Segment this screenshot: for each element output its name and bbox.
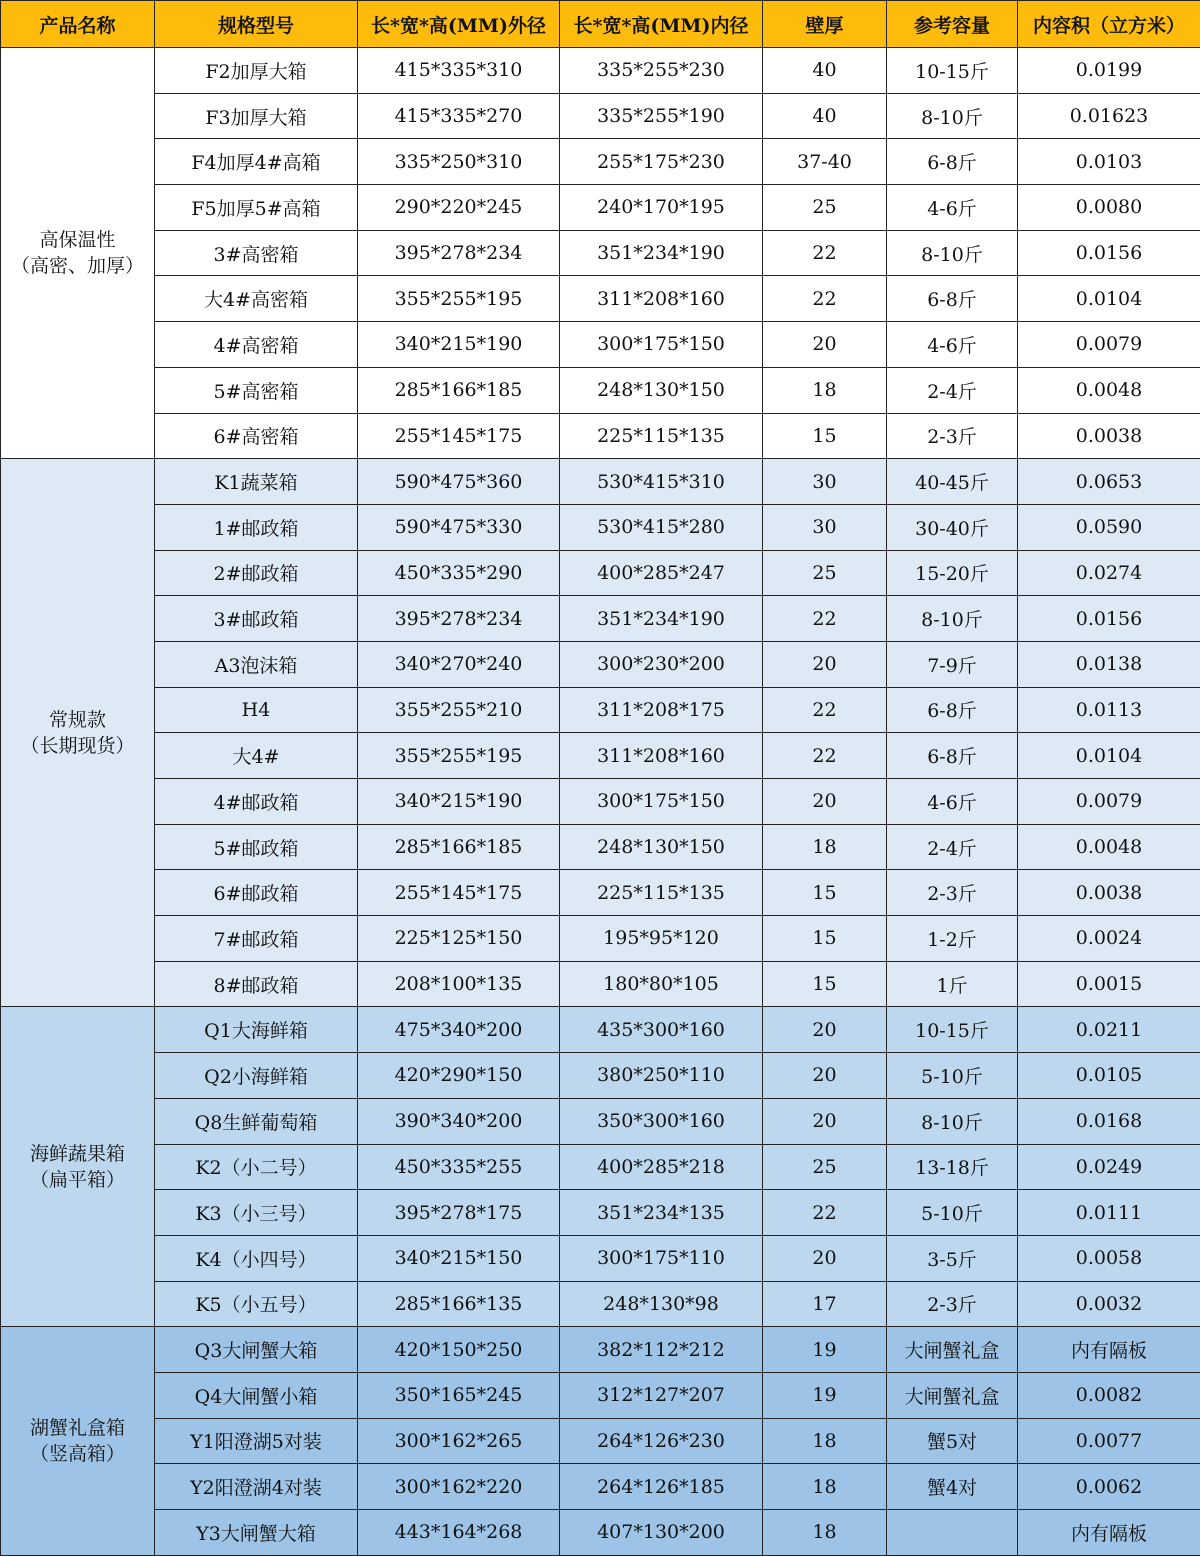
group-name-cell xyxy=(1,1327,155,1555)
group-name-line1: 湖蟹礼盒箱 xyxy=(29,1416,125,1439)
capacity-cell: 2-3斤 xyxy=(887,870,1018,916)
table-row xyxy=(1,641,1200,687)
capacity-cell: 2-3斤 xyxy=(887,1281,1018,1327)
inner-size-cell: 225*115*135 xyxy=(560,413,763,459)
capacity-cell: 蟹5对 xyxy=(887,1418,1018,1464)
volume-cell: 0.0274 xyxy=(1018,550,1200,596)
wall-thickness-cell: 20 xyxy=(763,322,887,368)
table-row xyxy=(1,961,1200,1007)
outer-size-cell: 350*165*245 xyxy=(358,1372,560,1418)
group-name-line1: 海鲜蔬果箱 xyxy=(29,1142,125,1165)
table-row xyxy=(1,1281,1200,1327)
volume-cell: 0.0079 xyxy=(1018,779,1200,825)
model-cell: 4#高密箱 xyxy=(155,322,358,368)
inner-size-cell: 311*208*160 xyxy=(560,733,763,779)
model-cell: Y2阳澄湖4对装 xyxy=(155,1464,358,1510)
wall-thickness-cell: 20 xyxy=(763,1007,887,1053)
model-cell: 2#邮政箱 xyxy=(155,550,358,596)
model-cell: A3泡沫箱 xyxy=(155,641,358,687)
wall-thickness-cell: 40 xyxy=(763,93,887,139)
wall-thickness-cell: 20 xyxy=(763,1098,887,1144)
volume-cell: 0.01623 xyxy=(1018,93,1200,139)
table-row xyxy=(1,322,1200,368)
inner-size-cell: 530*415*280 xyxy=(560,504,763,550)
table-row xyxy=(1,459,1200,505)
outer-size-cell: 395*278*234 xyxy=(358,230,560,276)
outer-size-cell: 450*335*255 xyxy=(358,1144,560,1190)
inner-size-cell: 407*130*200 xyxy=(560,1510,763,1556)
capacity-cell: 6-8斤 xyxy=(887,139,1018,185)
volume-cell: 0.0104 xyxy=(1018,733,1200,779)
table-row xyxy=(1,93,1200,139)
wall-thickness-cell: 15 xyxy=(763,870,887,916)
wall-thickness-cell: 18 xyxy=(763,367,887,413)
model-cell: 5#高密箱 xyxy=(155,367,358,413)
inner-size-cell: 351*234*190 xyxy=(560,230,763,276)
inner-size-cell: 248*130*150 xyxy=(560,824,763,870)
table-row xyxy=(1,1327,1200,1373)
capacity-cell: 大闸蟹礼盒 xyxy=(887,1327,1018,1373)
model-cell: 6#高密箱 xyxy=(155,413,358,459)
wall-thickness-cell: 25 xyxy=(763,185,887,231)
outer-size-cell: 340*215*190 xyxy=(358,779,560,825)
wall-thickness-cell: 20 xyxy=(763,641,887,687)
table-row xyxy=(1,1144,1200,1190)
group-name-line2: （长期现货） xyxy=(20,734,135,757)
capacity-cell: 3-5斤 xyxy=(887,1235,1018,1281)
wall-thickness-cell: 30 xyxy=(763,504,887,550)
volume-cell: 内有隔板 xyxy=(1018,1510,1200,1556)
outer-size-cell: 300*162*265 xyxy=(358,1418,560,1464)
volume-cell: 0.0038 xyxy=(1018,413,1200,459)
wall-thickness-cell: 19 xyxy=(763,1327,887,1373)
table-row xyxy=(1,596,1200,642)
volume-cell: 0.0077 xyxy=(1018,1418,1200,1464)
wall-thickness-cell: 18 xyxy=(763,1418,887,1464)
outer-size-cell: 355*255*195 xyxy=(358,276,560,322)
outer-size-cell: 255*145*175 xyxy=(358,413,560,459)
header-model: 规格型号 xyxy=(155,1,358,48)
table-row xyxy=(1,1007,1200,1053)
volume-cell: 0.0168 xyxy=(1018,1098,1200,1144)
group-name-cell xyxy=(1,1007,155,1327)
capacity-cell: 8-10斤 xyxy=(887,596,1018,642)
inner-size-cell: 400*285*218 xyxy=(560,1144,763,1190)
inner-size-cell: 300*175*150 xyxy=(560,322,763,368)
inner-size-cell: 351*234*135 xyxy=(560,1190,763,1236)
group-name-line1: 常规款 xyxy=(48,708,106,731)
inner-size-cell: 264*126*230 xyxy=(560,1418,763,1464)
wall-thickness-cell: 30 xyxy=(763,459,887,505)
volume-cell: 0.0104 xyxy=(1018,276,1200,322)
wall-thickness-cell: 22 xyxy=(763,1190,887,1236)
header-volume: 内容积（立方米） xyxy=(1018,1,1200,48)
capacity-cell: 15-20斤 xyxy=(887,550,1018,596)
inner-size-cell: 350*300*160 xyxy=(560,1098,763,1144)
outer-size-cell: 340*215*190 xyxy=(358,322,560,368)
capacity-cell: 4-6斤 xyxy=(887,779,1018,825)
inner-size-cell: 240*170*195 xyxy=(560,185,763,231)
volume-cell: 0.0138 xyxy=(1018,641,1200,687)
inner-size-cell: 380*250*110 xyxy=(560,1053,763,1099)
wall-thickness-cell: 22 xyxy=(763,733,887,779)
capacity-cell: 2-4斤 xyxy=(887,824,1018,870)
model-cell: Q4大闸蟹小箱 xyxy=(155,1372,358,1418)
volume-cell: 内有隔板 xyxy=(1018,1327,1200,1373)
volume-cell: 0.0653 xyxy=(1018,459,1200,505)
header-row xyxy=(1,1,1200,48)
model-cell: Q3大闸蟹大箱 xyxy=(155,1327,358,1373)
table-row xyxy=(1,230,1200,276)
outer-size-cell: 355*255*210 xyxy=(358,687,560,733)
outer-size-cell: 208*100*135 xyxy=(358,961,560,1007)
volume-cell: 0.0103 xyxy=(1018,139,1200,185)
model-cell: F2加厚大箱 xyxy=(155,48,358,94)
outer-size-cell: 290*220*245 xyxy=(358,185,560,231)
volume-cell: 0.0111 xyxy=(1018,1190,1200,1236)
wall-thickness-cell: 19 xyxy=(763,1372,887,1418)
wall-thickness-cell: 25 xyxy=(763,1144,887,1190)
model-cell: 7#邮政箱 xyxy=(155,916,358,962)
capacity-cell: 8-10斤 xyxy=(887,93,1018,139)
wall-thickness-cell: 22 xyxy=(763,276,887,322)
volume-cell: 0.0015 xyxy=(1018,961,1200,1007)
model-cell: K3（小三号） xyxy=(155,1190,358,1236)
table-row xyxy=(1,1418,1200,1464)
wall-thickness-cell: 18 xyxy=(763,824,887,870)
header-inner-size: 长*宽*高(MM)内径 xyxy=(560,1,763,48)
outer-size-cell: 335*250*310 xyxy=(358,139,560,185)
table-row xyxy=(1,185,1200,231)
outer-size-cell: 390*340*200 xyxy=(358,1098,560,1144)
volume-cell: 0.0105 xyxy=(1018,1053,1200,1099)
model-cell: Q2小海鲜箱 xyxy=(155,1053,358,1099)
capacity-cell: 8-10斤 xyxy=(887,230,1018,276)
table-row xyxy=(1,550,1200,596)
table-row xyxy=(1,1510,1200,1556)
inner-size-cell: 264*126*185 xyxy=(560,1464,763,1510)
group-name-line2: （竖高箱） xyxy=(29,1442,125,1465)
wall-thickness-cell: 15 xyxy=(763,916,887,962)
wall-thickness-cell: 25 xyxy=(763,550,887,596)
outer-size-cell: 415*335*270 xyxy=(358,93,560,139)
inner-size-cell: 311*208*160 xyxy=(560,276,763,322)
inner-size-cell: 300*175*110 xyxy=(560,1235,763,1281)
inner-size-cell: 225*115*135 xyxy=(560,870,763,916)
volume-cell: 0.0038 xyxy=(1018,870,1200,916)
inner-size-cell: 195*95*120 xyxy=(560,916,763,962)
inner-size-cell: 435*300*160 xyxy=(560,1007,763,1053)
inner-size-cell: 382*112*212 xyxy=(560,1327,763,1373)
outer-size-cell: 285*166*185 xyxy=(358,824,560,870)
model-cell: K2（小二号） xyxy=(155,1144,358,1190)
header-outer-size: 长*宽*高(MM)外径 xyxy=(358,1,560,48)
capacity-cell: 30-40斤 xyxy=(887,504,1018,550)
capacity-cell: 5-10斤 xyxy=(887,1053,1018,1099)
outer-size-cell: 285*166*185 xyxy=(358,367,560,413)
table-row xyxy=(1,1235,1200,1281)
outer-size-cell: 340*215*150 xyxy=(358,1235,560,1281)
model-cell: 8#邮政箱 xyxy=(155,961,358,1007)
volume-cell: 0.0048 xyxy=(1018,367,1200,413)
group-name-cell xyxy=(1,459,155,1007)
inner-size-cell: 180*80*105 xyxy=(560,961,763,1007)
capacity-cell: 蟹4对 xyxy=(887,1464,1018,1510)
wall-thickness-cell: 15 xyxy=(763,961,887,1007)
outer-size-cell: 415*335*310 xyxy=(358,48,560,94)
inner-size-cell: 300*230*200 xyxy=(560,641,763,687)
capacity-cell: 40-45斤 xyxy=(887,459,1018,505)
outer-size-cell: 300*162*220 xyxy=(358,1464,560,1510)
inner-size-cell: 300*175*150 xyxy=(560,779,763,825)
model-cell: 4#邮政箱 xyxy=(155,779,358,825)
outer-size-cell: 340*270*240 xyxy=(358,641,560,687)
inner-size-cell: 248*130*98 xyxy=(560,1281,763,1327)
outer-size-cell: 420*150*250 xyxy=(358,1327,560,1373)
table-row xyxy=(1,916,1200,962)
outer-size-cell: 395*278*234 xyxy=(358,596,560,642)
table-row xyxy=(1,1372,1200,1418)
model-cell: H4 xyxy=(155,687,358,733)
table-row xyxy=(1,687,1200,733)
outer-size-cell: 420*290*150 xyxy=(358,1053,560,1099)
capacity-cell: 6-8斤 xyxy=(887,687,1018,733)
capacity-cell: 6-8斤 xyxy=(887,733,1018,779)
group-name-line2: （高密、加厚） xyxy=(10,255,144,278)
volume-cell: 0.0249 xyxy=(1018,1144,1200,1190)
capacity-cell: 2-4斤 xyxy=(887,367,1018,413)
outer-size-cell: 443*164*268 xyxy=(358,1510,560,1556)
header-wall-thickness: 壁厚 xyxy=(763,1,887,48)
capacity-cell: 1斤 xyxy=(887,961,1018,1007)
header-product-name: 产品名称 xyxy=(1,1,155,48)
volume-cell: 0.0032 xyxy=(1018,1281,1200,1327)
inner-size-cell: 255*175*230 xyxy=(560,139,763,185)
model-cell: Q8生鲜葡萄箱 xyxy=(155,1098,358,1144)
group-name-line2: （扁平箱） xyxy=(29,1168,125,1191)
model-cell: F5加厚5#高箱 xyxy=(155,185,358,231)
table-row xyxy=(1,1053,1200,1099)
model-cell: 3#邮政箱 xyxy=(155,596,358,642)
model-cell: 3#高密箱 xyxy=(155,230,358,276)
table-row xyxy=(1,1464,1200,1510)
group-name-cell xyxy=(1,48,155,459)
volume-cell: 0.0079 xyxy=(1018,322,1200,368)
group-name-line1: 高保温性 xyxy=(39,229,116,252)
wall-thickness-cell: 20 xyxy=(763,779,887,825)
inner-size-cell: 351*234*190 xyxy=(560,596,763,642)
capacity-cell: 5-10斤 xyxy=(887,1190,1018,1236)
wall-thickness-cell: 18 xyxy=(763,1510,887,1556)
wall-thickness-cell: 20 xyxy=(763,1235,887,1281)
inner-size-cell: 400*285*247 xyxy=(560,550,763,596)
inner-size-cell: 335*255*190 xyxy=(560,93,763,139)
model-cell: 5#邮政箱 xyxy=(155,824,358,870)
inner-size-cell: 312*127*207 xyxy=(560,1372,763,1418)
table-row xyxy=(1,139,1200,185)
volume-cell: 0.0058 xyxy=(1018,1235,1200,1281)
wall-thickness-cell: 22 xyxy=(763,596,887,642)
model-cell: 大4#高密箱 xyxy=(155,276,358,322)
model-cell: F4加厚4#高箱 xyxy=(155,139,358,185)
outer-size-cell: 450*335*290 xyxy=(358,550,560,596)
outer-size-cell: 355*255*195 xyxy=(358,733,560,779)
inner-size-cell: 335*255*230 xyxy=(560,48,763,94)
model-cell: 6#邮政箱 xyxy=(155,870,358,916)
table-row xyxy=(1,504,1200,550)
model-cell: Y3大闸蟹大箱 xyxy=(155,1510,358,1556)
capacity-cell: 10-15斤 xyxy=(887,1007,1018,1053)
wall-thickness-cell: 40 xyxy=(763,48,887,94)
table-row xyxy=(1,779,1200,825)
capacity-cell: 6-8斤 xyxy=(887,276,1018,322)
model-cell: K4（小四号） xyxy=(155,1235,358,1281)
wall-thickness-cell: 18 xyxy=(763,1464,887,1510)
table-row xyxy=(1,824,1200,870)
inner-size-cell: 530*415*310 xyxy=(560,459,763,505)
inner-size-cell: 311*208*175 xyxy=(560,687,763,733)
inner-size-cell: 248*130*150 xyxy=(560,367,763,413)
model-cell: K5（小五号） xyxy=(155,1281,358,1327)
capacity-cell: 4-6斤 xyxy=(887,185,1018,231)
capacity-cell: 2-3斤 xyxy=(887,413,1018,459)
outer-size-cell: 590*475*330 xyxy=(358,504,560,550)
volume-cell: 0.0062 xyxy=(1018,1464,1200,1510)
capacity-cell: 7-9斤 xyxy=(887,641,1018,687)
model-cell: K1蔬菜箱 xyxy=(155,459,358,505)
table-row xyxy=(1,1190,1200,1236)
model-cell: 大4# xyxy=(155,733,358,779)
wall-thickness-cell: 20 xyxy=(763,1053,887,1099)
model-cell: 1#邮政箱 xyxy=(155,504,358,550)
capacity-cell: 大闸蟹礼盒 xyxy=(887,1372,1018,1418)
table-body xyxy=(1,48,1200,1556)
outer-size-cell: 255*145*175 xyxy=(358,870,560,916)
model-cell: F3加厚大箱 xyxy=(155,93,358,139)
volume-cell: 0.0199 xyxy=(1018,48,1200,94)
table-row xyxy=(1,733,1200,779)
volume-cell: 0.0024 xyxy=(1018,916,1200,962)
capacity-cell: 8-10斤 xyxy=(887,1098,1018,1144)
wall-thickness-cell: 37-40 xyxy=(763,139,887,185)
table-row xyxy=(1,413,1200,459)
outer-size-cell: 475*340*200 xyxy=(358,1007,560,1053)
capacity-cell: 4-6斤 xyxy=(887,322,1018,368)
outer-size-cell: 285*166*135 xyxy=(358,1281,560,1327)
capacity-cell: 13-18斤 xyxy=(887,1144,1018,1190)
volume-cell: 0.0590 xyxy=(1018,504,1200,550)
volume-cell: 0.0082 xyxy=(1018,1372,1200,1418)
volume-cell: 0.0211 xyxy=(1018,1007,1200,1053)
table-row xyxy=(1,1098,1200,1144)
outer-size-cell: 225*125*150 xyxy=(358,916,560,962)
capacity-cell xyxy=(887,1510,1018,1556)
table-row xyxy=(1,276,1200,322)
model-cell: Y1阳澄湖5对装 xyxy=(155,1418,358,1464)
table-row xyxy=(1,367,1200,413)
capacity-cell: 1-2斤 xyxy=(887,916,1018,962)
volume-cell: 0.0113 xyxy=(1018,687,1200,733)
volume-cell: 0.0080 xyxy=(1018,185,1200,231)
volume-cell: 0.0156 xyxy=(1018,230,1200,276)
table-row xyxy=(1,48,1200,94)
volume-cell: 0.0048 xyxy=(1018,824,1200,870)
volume-cell: 0.0156 xyxy=(1018,596,1200,642)
wall-thickness-cell: 17 xyxy=(763,1281,887,1327)
outer-size-cell: 590*475*360 xyxy=(358,459,560,505)
model-cell: Q1大海鲜箱 xyxy=(155,1007,358,1053)
header-capacity: 参考容量 xyxy=(887,1,1018,48)
wall-thickness-cell: 22 xyxy=(763,687,887,733)
capacity-cell: 10-15斤 xyxy=(887,48,1018,94)
wall-thickness-cell: 15 xyxy=(763,413,887,459)
table-row xyxy=(1,870,1200,916)
outer-size-cell: 395*278*175 xyxy=(358,1190,560,1236)
wall-thickness-cell: 22 xyxy=(763,230,887,276)
